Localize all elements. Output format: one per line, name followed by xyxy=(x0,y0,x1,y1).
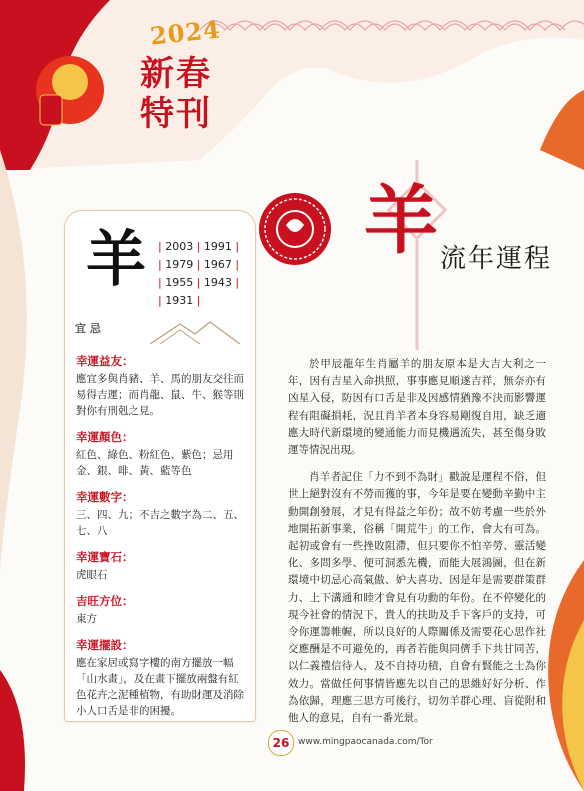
section-decor xyxy=(76,637,248,719)
article-paragraph: 於甲辰龍年生肖屬羊的朋友原本是大吉大利之一年，因有吉星入命拱照，事事應見順遂吉祥，無奈亦有凶星入侵，防因有口舌是非及因感情猶豫不決而影響運程有阻礙損耗，況且肖羊者本身容易剛復自用，缺乏適應大時代新環境的變通能力而見機遇流失，甚至傷身敗運等情況出現。 xyxy=(288,358,546,457)
good-bad-label: 宜 忌 xyxy=(75,322,101,335)
section-gemstone xyxy=(76,549,248,583)
title-main-line2: 特刊 xyxy=(140,94,212,134)
title-main-line1: 新春 xyxy=(140,54,212,94)
section-title: 吉旺方位： xyxy=(76,594,134,608)
card-zodiac-char: 羊 xyxy=(86,225,146,295)
fortune-subtitle: 流年運程 xyxy=(440,244,553,274)
section-text: 紅色、綠色、粉紅色、紫色；忌用金、銀、啡、黃、藍等色 xyxy=(76,449,234,477)
papercut-sheep-emblem xyxy=(256,190,334,268)
title-year: 2024 xyxy=(148,14,223,51)
mountain-icon xyxy=(150,318,240,344)
section-friends xyxy=(76,353,248,419)
section-text: 三、四、九；不吉之數字為二、五、七、八 xyxy=(76,509,244,537)
header-decoration xyxy=(0,0,584,170)
section-title: 幸運寶石： xyxy=(76,550,134,564)
section-text: 應宜多與肖豬、羊、馬的朋友交往而易得吉運；而肖龍、鼠、牛、猴等則對你有刑剋之見。 xyxy=(76,373,244,417)
fortune-article xyxy=(288,356,546,737)
section-title: 幸運擺設： xyxy=(76,638,134,652)
article-paragraph: 肖羊者記住「力不到不為財」戳說是運程不俗，但世上絕對沒有不勞而獲的事，今年是要在變動辛勤中主動開創發展，才見有得益之年份；故不妨考慮一些於外地開拓新事業，俗稱「開荒牛」的工作，會大有可為。起初或會有一些挫敗阻滯，但只要你不怕辛勞、靈活變化、多問多學、便可洞悉先機，而能大展鴻圖，但在新環境中切忌心高氣傲、妒大喜功、因是年是需要群策群力、上下溝通和睦才會見有功勳的年份。在不停變化的現今社會的情況下，貴人的扶助及手下客戶的支持，可令你運籌帷幄，所以良好的人際關係及需要花心思作社交應酬是不可避免的，再者若能與同儕手下共甘同苦，以仁義禮信待人，及不自持功積，自會有賢能之士為你效力。當做任何事情皆應先以自己的思維好好分析、作為依歸，理應三思方可後行，切勿羊群心理、盲從附和他人的意見，自有一番光景。 xyxy=(288,471,546,725)
footer-url[interactable]: www.mingpaocanada.com/Tor xyxy=(298,737,433,747)
zodiac-heading: 羊 xyxy=(364,178,438,264)
page-number: 26 xyxy=(268,730,294,756)
year-row: | 2003 | 1991 | xyxy=(158,240,240,253)
side-decoration xyxy=(0,150,60,791)
birth-years xyxy=(158,238,239,310)
section-text: 虎眼石 xyxy=(76,569,108,581)
section-title: 幸運益友： xyxy=(76,354,134,368)
section-text: 東方 xyxy=(76,613,97,625)
section-title: 幸運數字： xyxy=(76,490,134,504)
year-row: | 1931 | xyxy=(158,294,201,307)
year-row: | 1955 | 1943 | xyxy=(158,276,240,289)
section-title: 幸運顏色： xyxy=(76,430,134,444)
section-colors xyxy=(76,429,248,479)
year-row: | 1979 | 1967 | xyxy=(158,258,240,271)
card-body xyxy=(76,353,248,729)
section-text: 應在家居或寫字樓的南方擺放一幅「山水畫」，及在畫下擺放兩盤有紅色花卉之泥種植物，有助財運及消除小人口舌是非的困擾。 xyxy=(76,657,244,717)
section-numbers xyxy=(76,489,248,539)
section-direction xyxy=(76,593,248,627)
